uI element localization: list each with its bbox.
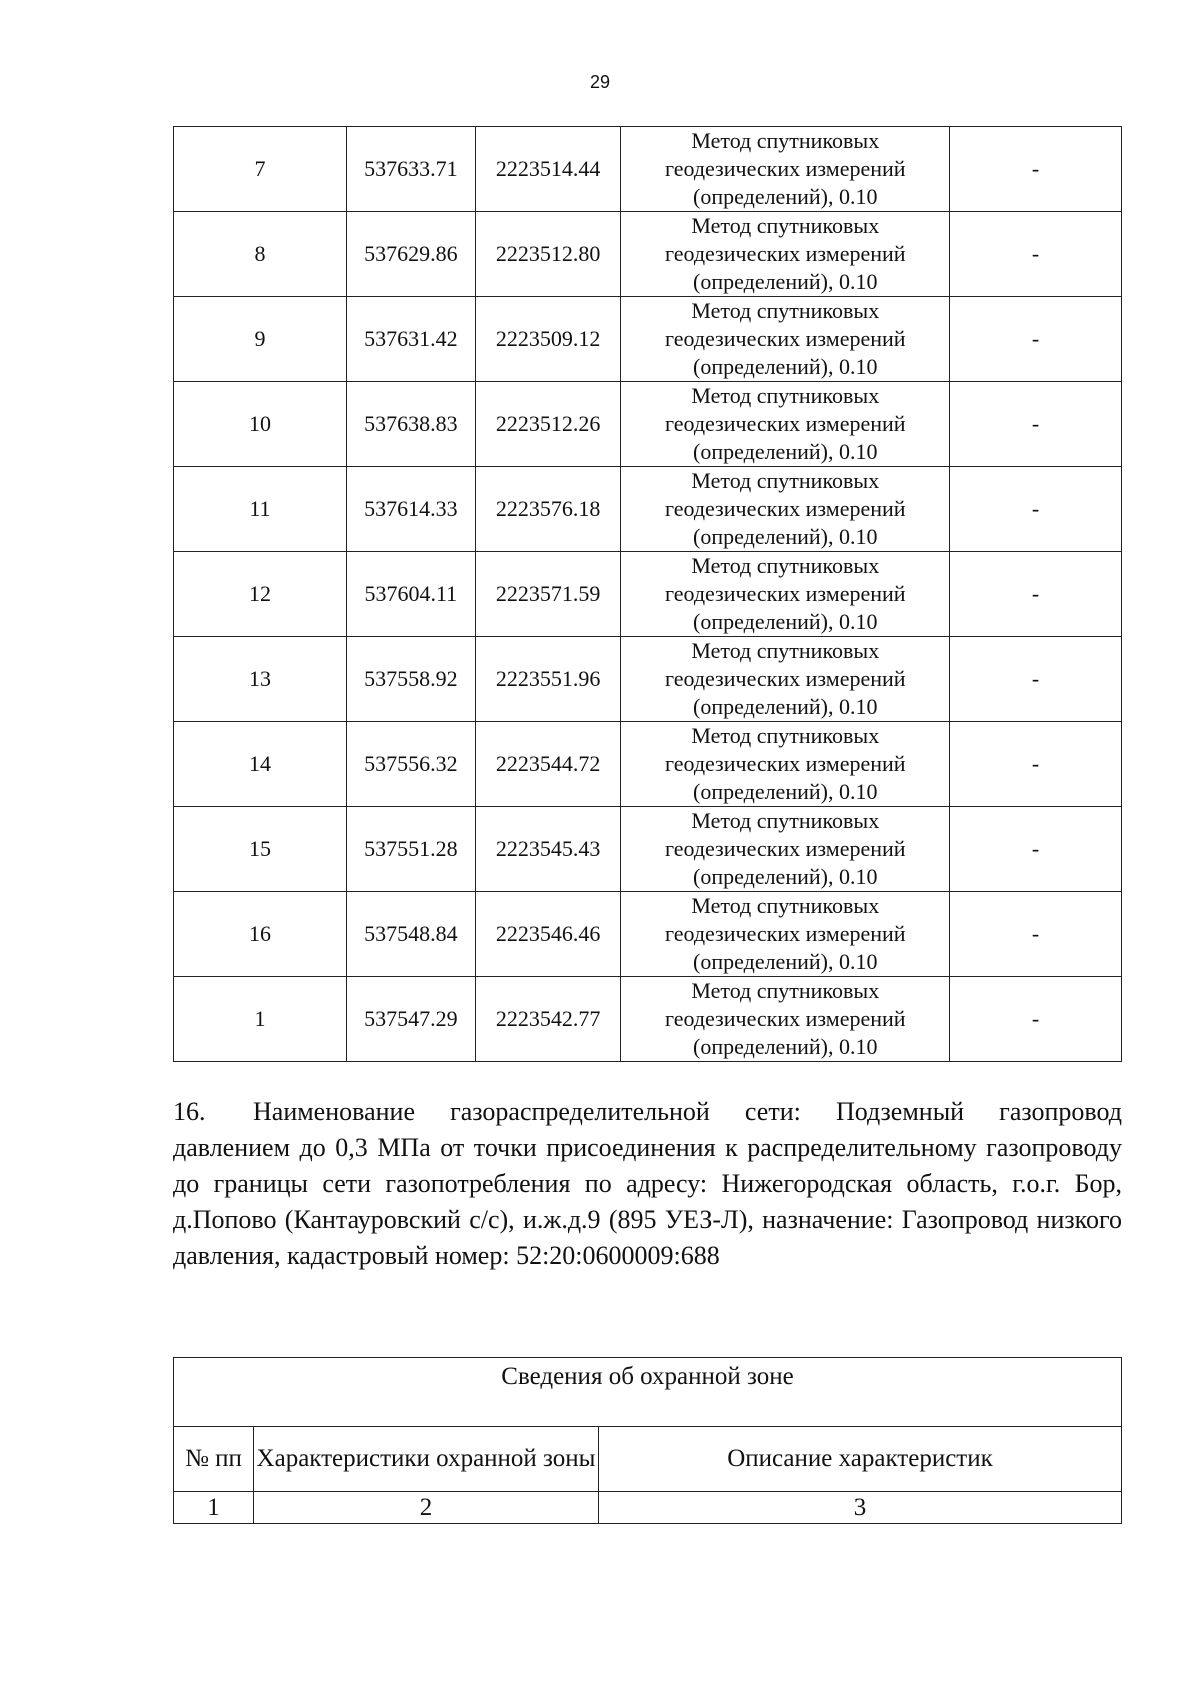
table-row [174,637,1122,722]
method-line: (определений), 0.10 [693,354,878,379]
coordinate-y: 2223546.46 [475,892,621,977]
method-accuracy [621,637,950,722]
method-line: (определений), 0.10 [693,949,878,974]
description: - [950,382,1122,467]
page-number: 29 [589,72,611,92]
method-line: (определений), 0.10 [693,694,878,719]
coordinate-x: 537631.42 [346,297,475,382]
coordinate-y: 2223571.59 [475,552,621,637]
description: - [950,127,1122,212]
table-row [174,552,1122,637]
coordinate-x: 537633.71 [346,127,475,212]
table-row [174,722,1122,807]
point-number: 15 [174,807,347,892]
coordinate-x: 537558.92 [346,637,475,722]
method-line: (определений), 0.10 [693,524,878,549]
zone-table-column-numbers [174,1492,1122,1524]
method-accuracy [621,297,950,382]
point-number: 10 [174,382,347,467]
table-row [174,892,1122,977]
table-row [174,382,1122,467]
method-accuracy [621,212,950,297]
description: - [950,212,1122,297]
column-header-characteristics: Характеристики охранной зоны [254,1427,599,1492]
method-line: геодезических измерений [664,581,906,606]
method-line: (определений), 0.10 [693,269,878,294]
coordinate-x: 537547.29 [346,977,475,1062]
description: - [950,467,1122,552]
table-row [174,977,1122,1062]
point-number: 7 [174,127,347,212]
method-line: Метод спутниковых [691,893,880,918]
coordinate-x: 537548.84 [346,892,475,977]
description: - [950,722,1122,807]
column-header-description: Описание характеристик [599,1427,1122,1492]
method-line: Метод спутниковых [691,978,880,1003]
method-line: Метод спутниковых [691,638,880,663]
method-line: геодезических измерений [664,666,906,691]
point-number: 9 [174,297,347,382]
coordinate-y: 2223512.26 [475,382,621,467]
coordinate-y: 2223551.96 [475,637,621,722]
coordinate-y: 2223576.18 [475,467,621,552]
method-line: Метод спутниковых [691,808,880,833]
zone-table-title-row [174,1358,1122,1427]
zone-table-header-row [174,1427,1122,1492]
method-line: геодезических измерений [664,326,906,351]
coordinate-x: 537556.32 [346,722,475,807]
table-row [174,297,1122,382]
coordinate-x: 537551.28 [346,807,475,892]
point-number: 13 [174,637,347,722]
method-line: Метод спутниковых [691,128,880,153]
method-line: (определений), 0.10 [693,609,878,634]
coordinate-y: 2223509.12 [475,297,621,382]
section-text: Наименование газораспределительной сети: Подземный газопровод давлением до 0,3 МПа от точки присоединения к распределительному газопроводу до границы сети газопотребления по адресу: Нижегородская область, г.о.г. Бор, д.Попово (Кантауровский с/с), и.ж.д.9 (895 УЕЗ-Л), назначение: Газопровод низкого давления, кадастровый номер: 52:20:0600009:688 [173,1097,1122,1270]
method-accuracy [621,552,950,637]
method-line: геодезических измерений [664,411,906,436]
method-line: геодезических измерений [664,921,906,946]
table-row [174,467,1122,552]
section-number: 16. [173,1097,206,1126]
column-number-2: 2 [254,1492,599,1524]
description: - [950,552,1122,637]
method-accuracy [621,382,950,467]
column-header-number: № пп [174,1427,254,1492]
method-line: (определений), 0.10 [693,184,878,209]
coordinate-x: 537604.11 [346,552,475,637]
method-line: геодезических измерений [664,1006,906,1031]
table-row [174,212,1122,297]
coordinate-x: 537614.33 [346,467,475,552]
coordinates-table [173,126,1122,1062]
protection-zone-table [173,1357,1122,1524]
coordinate-x: 537629.86 [346,212,475,297]
method-accuracy [621,722,950,807]
method-accuracy [621,807,950,892]
point-number: 11 [174,467,347,552]
method-accuracy [621,977,950,1062]
method-line: геодезических измерений [664,751,906,776]
description: - [950,637,1122,722]
coordinate-x: 537638.83 [346,382,475,467]
method-line: геодезических измерений [664,836,906,861]
coordinate-y: 2223514.44 [475,127,621,212]
method-line: (определений), 0.10 [693,864,878,889]
point-number: 1 [174,977,347,1062]
column-number-3: 3 [599,1492,1122,1524]
method-line: геодезических измерений [664,241,906,266]
zone-table-title: Сведения об охранной зоне [174,1358,1122,1427]
description: - [950,807,1122,892]
table-row [174,807,1122,892]
method-accuracy [621,892,950,977]
point-number: 14 [174,722,347,807]
point-number: 16 [174,892,347,977]
section-paragraph [173,1094,1122,1274]
description: - [950,297,1122,382]
method-line: (определений), 0.10 [693,1034,878,1059]
method-line: Метод спутниковых [691,553,880,578]
coordinate-y: 2223545.43 [475,807,621,892]
method-line: Метод спутниковых [691,723,880,748]
method-accuracy [621,127,950,212]
method-line: геодезических измерений [664,496,906,521]
description: - [950,892,1122,977]
coordinate-y: 2223512.80 [475,212,621,297]
method-line: Метод спутниковых [691,468,880,493]
method-line: (определений), 0.10 [693,779,878,804]
method-line: Метод спутниковых [691,383,880,408]
coordinate-y: 2223544.72 [475,722,621,807]
description: - [950,977,1122,1062]
method-line: Метод спутниковых [691,298,880,323]
method-line: (определений), 0.10 [693,439,878,464]
point-number: 8 [174,212,347,297]
method-line: геодезических измерений [664,156,906,181]
table-row [174,127,1122,212]
method-line: Метод спутниковых [691,213,880,238]
method-accuracy [621,467,950,552]
column-number-1: 1 [174,1492,254,1524]
coordinate-y: 2223542.77 [475,977,621,1062]
point-number: 12 [174,552,347,637]
